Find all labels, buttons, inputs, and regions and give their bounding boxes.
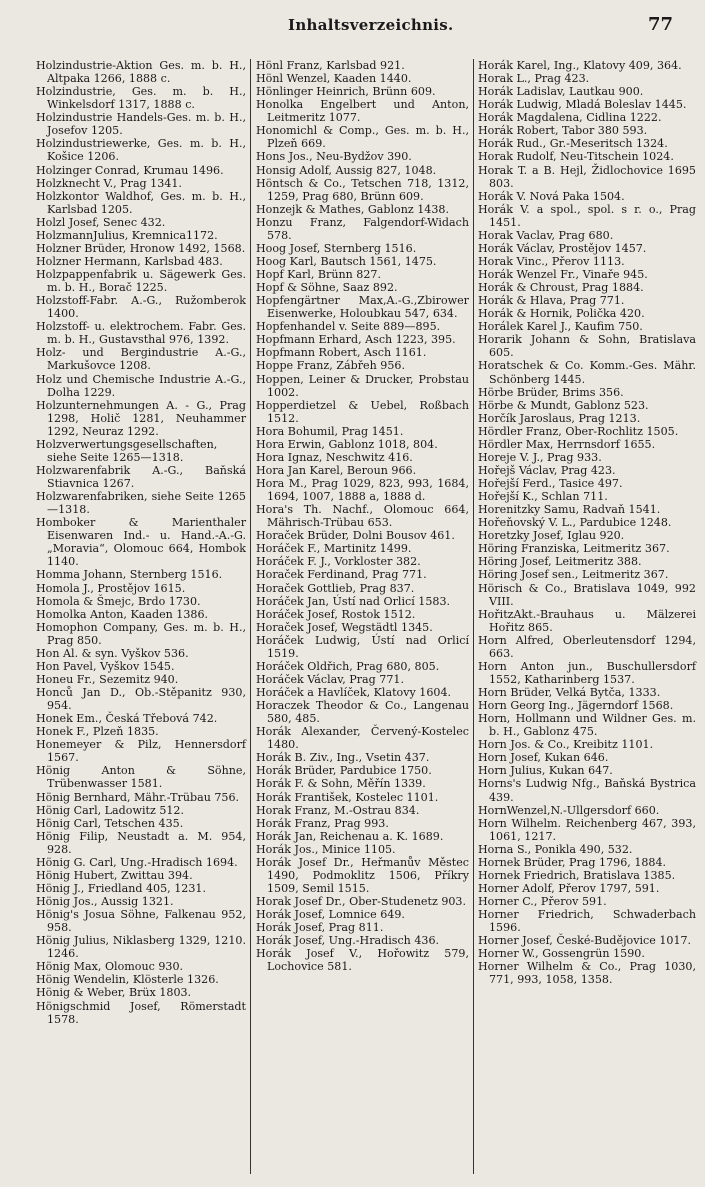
index-entry: Horák V. a spol., spol. s r. o., Prag 1451.: [478, 202, 696, 229]
index-entry: Honemeyer & Pilz, Hennersdorf 1567.: [36, 738, 246, 765]
index-entry: Holzwarenfabriken, siehe Seite 1265—1318.: [36, 490, 246, 517]
index-column-2: [256, 59, 469, 973]
index-entry: Homola & Šmejc, Brdo 1730.: [36, 594, 201, 608]
index-entry: Holzl Josef, Senec 432.: [36, 215, 166, 229]
index-entry: Horák Karel, Ing., Klatovy 409, 364.: [478, 59, 682, 72]
index-entry: Hönigschmid Josef, Römerstadt 1578.: [36, 999, 246, 1026]
index-entry: Honolka Engelbert und Anton, Leitmeritz 1077.: [256, 98, 469, 125]
index-entry: Hönig J., Friedland 405, 1231.: [36, 881, 206, 895]
index-entry: Horenitzky Samu, Radvaň 1541.: [478, 503, 661, 517]
index-entry: HornWenzel,N.-Ullgersdorf 660.: [478, 803, 660, 817]
index-entry: Hördler Max, Herrnsdorf 1655.: [478, 437, 656, 451]
index-entry: Horaček Ferdinand, Prag 771.: [256, 568, 427, 582]
index-entry: Horn, Hollmann und Wildner Ges. m. b. H., Gablonz 475.: [478, 712, 696, 739]
index-entry: Hoppe Franz, Zábřeh 956.: [256, 359, 405, 373]
index-entry: Horáček Ludwig, Ústí nad Orlicí 1519.: [256, 633, 469, 660]
index-entry: Hopperdietzel & Uebel, Roßbach 1512.: [256, 398, 469, 425]
index-column-3: [478, 59, 696, 986]
index-entry: Hora's Th. Nachf., Olomouc 664, Mährisch-Trübau 653.: [256, 503, 469, 530]
index-entry: Hornek Brüder, Prag 1796, 1884.: [478, 855, 667, 869]
index-entry: Hořejší K., Schlan 711.: [478, 490, 608, 504]
index-entry: Hönig Julius, Niklasberg 1329, 1210. 1246.: [36, 934, 246, 961]
index-entry: Honzu Franz, Falgendorf-Widach 578.: [256, 215, 469, 242]
index-entry: Horak Vinc., Přerov 1113.: [478, 254, 625, 268]
index-entry: Horák Josef, Prag 811.: [256, 921, 384, 935]
index-entry: Horák Robert, Tabor 380 593.: [478, 124, 648, 138]
index-entry: Hönig Max, Olomouc 930.: [36, 960, 184, 974]
index-entry: Holz und Chemische Industrie A.-G., Dolha 1229.: [36, 372, 246, 399]
index-entry: Horn Josef, Kukan 646.: [478, 751, 609, 765]
index-entry: Hopfmann Robert, Asch 1161.: [256, 346, 427, 360]
index-entry: Hopfenhandel v. Seite 889—895.: [256, 320, 441, 334]
index-entry: Horák Josef Dr., Heřmanův Městec 1490, Podmoklitz 1506, Příkry 1509, Semil 1515.: [256, 855, 469, 895]
index-entry: Horak T. a B. Hejl, Židlochovice 1695 803.: [478, 163, 696, 190]
index-entry: Horak Josef Dr., Ober-Studenetz 903.: [256, 895, 467, 908]
column-divider: [473, 59, 474, 1174]
index-entry: Horáček Jan, Ústí nad Orlicí 1583.: [256, 594, 451, 608]
index-entry: Horner Friedrich, Schwaderbach 1596.: [478, 908, 696, 935]
index-entry: Horáček Oldřich, Prag 680, 805.: [256, 659, 440, 673]
index-entry: Hornek Friedrich, Bratislava 1385.: [478, 868, 676, 882]
index-entry: Horák Josef, Lomnice 649.: [256, 908, 405, 922]
index-entry: Hoog Karl, Bautsch 1561, 1475.: [256, 254, 437, 268]
index-entry: Horetzky Josef, Iglau 920.: [478, 529, 625, 543]
index-entry: Honzejk & Mathes, Gablonz 1438.: [256, 202, 449, 216]
index-entry: Holzindustrie Handels-Ges. m. b. H., Josefov 1205.: [36, 111, 246, 138]
index-entry: Hönl Wenzel, Kaaden 1440.: [256, 72, 412, 86]
index-entry: Hördler Franz, Ober-Rochlitz 1505.: [478, 424, 679, 438]
index-entry: Horák F. & Sohn, Měřín 1339.: [256, 777, 426, 791]
index-entry: Holzindustrie, Ges. m. b. H., Winkelsdorf 1317, 1888 c.: [36, 85, 246, 112]
index-entry: Hörisch & Co., Bratislava 1049, 992 VIII.: [478, 581, 696, 608]
page-number: 77: [648, 14, 674, 35]
index-entry: Holzverwertungsgesellschaften, siehe Seite 1265—1318.: [36, 437, 218, 464]
index-entry: Horn Anton jun., Buschullersdorf 1552, Katharinberg 1537.: [478, 659, 696, 686]
index-entry: Horák B. Ziv., Ing., Vsetin 437.: [256, 751, 430, 765]
index-entry: Hönlinger Heinrich, Brünn 609.: [256, 85, 436, 99]
index-entry: Horák & Hornik, Polička 420.: [478, 307, 645, 321]
index-entry: Hönig Carl, Ladowitz 512.: [36, 803, 185, 817]
index-entry: Homolka Anton, Kaaden 1386.: [36, 607, 209, 621]
index-entry: Horák Franz, Prag 993.: [256, 816, 389, 830]
index-entry: Horák Ludwig, Mladá Boleslav 1445.: [478, 98, 687, 112]
index-entry: Holzstoff-Fabr. A.-G., Ružomberok 1400.: [36, 294, 246, 321]
index-entry: Hopfengärtner Max,A.-G.,Zbirower Eisenwerke, Holoubkau 547, 634.: [256, 294, 469, 321]
index-entry: Horak Vaclav, Prag 680.: [478, 228, 614, 242]
index-entry: Hönig Carl, Tetschen 435.: [36, 816, 184, 830]
index-entry: Hoog Josef, Sternberg 1516.: [256, 241, 417, 255]
index-entry: Horn Wilhelm. Reichenberg 467, 393, 1061, 1217.: [478, 816, 696, 843]
index-entry: Horarik Johann & Sohn, Bratislava 605.: [478, 333, 696, 360]
index-entry: Höring Josef sen., Leitmeritz 367.: [478, 568, 669, 582]
index-entry: Hönig Filip, Neustadt a. M. 954, 928.: [36, 829, 246, 856]
index-entry: Honeu Fr., Sezemitz 940.: [36, 672, 179, 686]
index-entry: Horák & Hlava, Prag 771.: [478, 294, 625, 308]
index-entry: Horeje V. J., Prag 933.: [478, 450, 602, 464]
index-entry: Hora M., Prag 1029, 823, 993, 1684, 1694, 1007, 1888 a, 1888 d.: [256, 477, 469, 504]
index-entry: Hořejš Václav, Prag 423.: [478, 463, 616, 477]
index-entry: Holz- und Bergindustrie A.-G., Markušovce 1208.: [36, 346, 246, 373]
index-entry: Horáček a Havlíček, Klatovy 1604.: [256, 686, 452, 699]
index-entry: Horn Julius, Kukan 647.: [478, 764, 613, 778]
index-entry: Horák V. Nová Paka 1504.: [478, 189, 625, 203]
index-entry: Horn Jos. & Co., Kreibitz 1101.: [478, 738, 654, 752]
index-entry: Horák Jan, Reichenau a. K. 1689.: [256, 829, 444, 843]
index-entry: Hönig Hubert, Zwittau 394.: [36, 868, 193, 882]
index-entry: Horák Ladislav, Lautkau 900.: [478, 85, 644, 99]
page-title: Inhaltsverzeichnis.: [288, 16, 454, 34]
index-entry: Horak Franz, M.-Ostrau 834.: [256, 803, 420, 817]
index-entry: Honek Em., Česká Třebová 742.: [36, 712, 218, 726]
index-entry: Horáček Václav, Prag 771.: [256, 672, 404, 686]
index-entry: Holzindustriewerke, Ges. m. b. H., Košice 1206.: [36, 137, 246, 164]
index-entry: Hopfmann Erhard, Asch 1223, 395.: [256, 333, 456, 347]
index-entry: Holzinger Conrad, Krumau 1496.: [36, 163, 224, 177]
column-divider: [250, 59, 251, 1174]
index-entry: Horáček Josef, Rostok 1512.: [256, 607, 416, 621]
index-entry: Hönig Wendelin, Klösterle 1326.: [36, 973, 219, 987]
index-entry: Hora Jan Karel, Beroun 966.: [256, 463, 417, 477]
index-columns: [36, 59, 696, 1174]
index-entry: Horáček F. J., Vorkloster 382.: [256, 555, 421, 569]
index-entry: Hons Jos., Neu-Bydžov 390.: [256, 150, 412, 164]
index-entry: Holzwarenfabrik A.-G., Baňská Stiavnica 1267.: [36, 463, 246, 490]
index-entry: Holzner Brüder, Hronow 1492, 1568.: [36, 241, 246, 255]
index-entry: Horák Václav, Prostějov 1457.: [478, 241, 647, 255]
index-entry: Hönig G. Carl, Ung.-Hradisch 1694.: [36, 855, 238, 869]
index-entry: Horner C., Přerov 591.: [478, 895, 607, 908]
index-entry: Honomichl & Comp., Ges. m. b. H., Plzeň 669.: [256, 124, 469, 151]
index-entry: Horaczek Theodor & Co., Langenau 580, 485.: [256, 699, 469, 726]
index-entry: Horák Alexander, Červený-Kostelec 1480.: [256, 725, 469, 752]
index-entry: Horns's Ludwig Nfg., Baňská Bystrica 439.: [478, 777, 696, 804]
index-entry: Honek F., Plzeň 1835.: [36, 725, 159, 739]
index-entry: Hoppen, Leiner & Drucker, Probstau 1002.: [256, 372, 469, 399]
index-entry: Horner Adolf, Přerov 1797, 591.: [478, 881, 660, 895]
index-entry: Horáček F., Martinitz 1499.: [256, 542, 412, 556]
index-entry: Hora Erwin, Gablonz 1018, 804.: [256, 437, 438, 451]
index-entry: Homma Johann, Sternberg 1516.: [36, 568, 223, 582]
index-entry: Homophon Company, Ges. m. b. H., Prag 850.: [36, 620, 246, 647]
index-entry: Horák Josef V., Hořowitz 579, Lochovice 581.: [256, 947, 469, 974]
index-entry: Hon Pavel, Vyškov 1545.: [36, 659, 175, 673]
index-entry: HořitzAkt.-Brauhaus u. Mälzerei Hořitz 865.: [478, 607, 696, 634]
index-entry: HolzmannJulius, Kremnica1172.: [36, 228, 218, 242]
index-entry: Horn Georg Ing., Jägerndorf 1568.: [478, 699, 674, 713]
index-entry: Horčík Jaroslaus, Prag 1213.: [478, 411, 641, 425]
index-entry: Horner W., Gossengrün 1590.: [478, 947, 645, 961]
index-entry: Horak L., Prag 423.: [478, 72, 590, 86]
index-entry: Horatschek & Co. Komm.-Ges. Mähr. Schönberg 1445.: [478, 359, 696, 386]
index-entry: Homola J., Prostějov 1615.: [36, 581, 186, 595]
index-entry: Hopf Karl, Brünn 827.: [256, 268, 382, 281]
index-entry: Holzknecht V., Prag 1341.: [36, 176, 182, 190]
index-entry: Holzner Hermann, Karlsbad 483.: [36, 254, 223, 268]
index-entry: Holzindustrie-Aktion Ges. m. b. H., Altpaka 1266, 1888 c.: [36, 59, 246, 86]
index-entry: Holzpappenfabrik u. Sägewerk Ges. m. b. H., Borač 1225.: [36, 268, 246, 295]
index-entry: Hönig Bernhard, Mähr.-Trübau 756.: [36, 790, 240, 804]
index-entry: Honsig Adolf, Aussig 827, 1048.: [256, 163, 437, 177]
index-entry: Horner Josef, České-Budějovice 1017.: [478, 934, 692, 948]
index-entry: Hörbe Brüder, Brims 356.: [478, 385, 624, 399]
index-entry: Hořeňovský V. L., Pardubice 1248.: [478, 516, 672, 530]
index-entry: Horák & Chroust, Prag 1884.: [478, 281, 644, 295]
index-entry: Holzstoff- u. elektrochem. Fabr. Ges. m. b. H., Gustavsthal 976, 1392.: [36, 320, 246, 347]
index-entry: Hönig Anton & Söhne, Trübenwasser 1581.: [36, 764, 246, 791]
index-entry: Hönig & Weber, Brüx 1803.: [36, 986, 192, 1000]
index-entry: Horn Alfred, Oberleutensdorf 1294, 663.: [478, 633, 696, 660]
index-column-1: [36, 59, 246, 1026]
index-entry: Horálek Karel J., Kaufim 750.: [478, 320, 643, 334]
index-entry: Holzunternehmungen A. - G., Prag 1298, Holič 1281, Neuhammer 1292, Neuraz 1292.: [36, 398, 246, 438]
index-entry: Horák Rud., Gr.-Meseritsch 1324.: [478, 137, 668, 151]
index-entry: Horn Brüder, Velká Bytča, 1333.: [478, 686, 661, 699]
index-entry: Hon Al. & syn. Vyškov 536.: [36, 646, 189, 660]
index-entry: Hora Bohumil, Prag 1451.: [256, 424, 404, 438]
index-entry: Hönl Franz, Karlsbad 921.: [256, 59, 405, 72]
index-entry: Horaček Brüder, Dolni Bousov 461.: [256, 529, 455, 543]
index-entry: Hönig's Josua Söhne, Falkenau 952, 958.: [36, 908, 246, 935]
index-entry: Horaček Gottlieb, Prag 837.: [256, 581, 415, 595]
index-entry: Horák František, Kostelec 1101.: [256, 790, 439, 804]
index-entry: Horák Brüder, Pardubice 1750.: [256, 764, 432, 778]
index-entry: Höring Josef, Leitmeritz 388.: [478, 555, 642, 569]
index-entry: Horak Rudolf, Neu-Titschein 1024.: [478, 150, 674, 164]
index-entry: Honců Jan D., Ob.-Stěpanitz 930, 954.: [36, 686, 246, 713]
index-entry: Hopf & Söhne, Saaz 892.: [256, 281, 398, 295]
page-header: [0, 14, 705, 40]
index-entry: Höntsch & Co., Tetschen 718, 1312, 1259, Prag 680, Brünn 609.: [256, 176, 469, 203]
index-entry: Höring Franziska, Leitmeritz 367.: [478, 542, 670, 556]
index-entry: Hora Ignaz, Neschwitz 416.: [256, 450, 413, 464]
index-entry: Holzkontor Waldhof, Ges. m. b. H., Karlsbad 1205.: [36, 189, 246, 216]
index-entry: Hořejší Ferd., Tasice 497.: [478, 477, 623, 490]
index-entry: Horák Magdalena, Cidlina 1222.: [478, 111, 662, 125]
index-entry: Horna S., Ponikla 490, 532.: [478, 842, 633, 856]
index-entry: Hörbe & Mundt, Gablonz 523.: [478, 398, 649, 412]
index-entry: Horaček Josef, Wegstädtl 1345.: [256, 620, 433, 634]
index-entry: Hönig Jos., Aussig 1321.: [36, 895, 174, 908]
index-entry: Homboker & Marienthaler Eisenwaren Ind.- u. Hand.-A.-G. „Moravia“, Olomouc 664, Hombok 1140.: [36, 516, 246, 569]
index-entry: Horák Josef, Ung.-Hradisch 436.: [256, 934, 440, 948]
index-entry: Horner Wilhelm & Co., Prag 1030, 771, 993, 1058, 1358.: [478, 960, 696, 987]
index-entry: Horák Jos., Minice 1105.: [256, 842, 396, 856]
index-entry: Horák Wenzel Fr., Vinaře 945.: [478, 268, 648, 281]
